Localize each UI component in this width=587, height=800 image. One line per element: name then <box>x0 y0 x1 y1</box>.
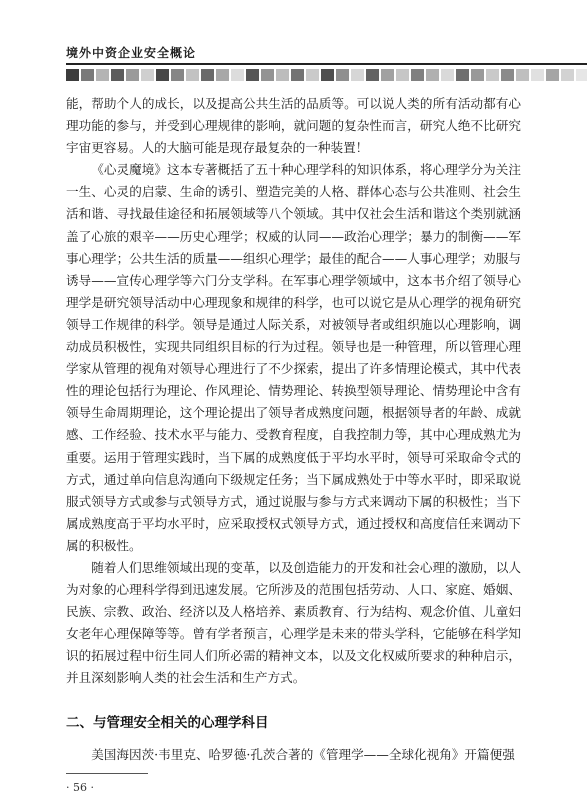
decorative-square <box>186 69 199 81</box>
decorative-square-strip <box>66 69 587 81</box>
decorative-square <box>141 69 154 81</box>
decorative-square <box>531 69 544 81</box>
decorative-square <box>231 69 244 81</box>
decorative-square <box>456 69 469 81</box>
decorative-square <box>336 69 349 81</box>
paragraph: 《心灵魔境》这本专著概括了五十种心理学科的知识体系，将心理学分为关注一生、心灵的启蒙、生命的诱引、塑造完美的人格、群体心态与公共准则、社会生活和谐、寻找最佳途径和拓展领域等八个领域。其中仅社会生活和谐这个类别就涵盖了心旅的艰辛——历史心理学；权威的认同——政治心理学；暴力的制衡——军事心理学；公共生活的质量——组织心理学；最佳的配合——人事心理学；劝服与诱导——宣传心理学等六门分支学科。在军事心理学领域中，这本书介绍了领导心理学是研究领导活动中心理现象和规律的科学，也可以说它是从心理学的视角研究领导工作规律的科学。领导是通过人际关系，对被领导者或组织施以心理影响，调动成员积极性，实现共同组织目标的行为过程。领导也是一种管理，所以管理心理学家从管理的视角对领导心理进行了不少探索，提出了许多情理论模式，其中代表性的理论包括行为理论、作风理论、情势理论、转换型领导理论、情势理论中含有领导生命周期理论，这个理论提出了领导者成熟度问题，根据领导者的年龄、成就感、工作经验、技术水平与能力、受教育程度，自我控制力等，其中心理成熟尤为重要。运用于管理实践时，当下属的成熟度低于平均水平时，领导可采取命令式的方式，通过单向信息沟通向下级规定任务；当下属成熟处于中等水平时，即采取说服式领导方式或参与式领导方式，通过说服与参与方式来调动下属的积极性；当下属成熟度高于平均水平时，应采取授权式领导方式，通过授权和高度信任来调动下属的积极性。 <box>66 162 521 553</box>
decorative-square <box>171 69 184 81</box>
page-number: · 56 · <box>66 781 94 794</box>
running-header <box>0 0 587 95</box>
paragraph: 随着人们思维领域出现的变革，以及创造能力的开发和社会心理的激励，以人为对象的心理科学得到迅速发展。它所涉及的范围包括劳动、人口、家庭、婚姻、民族、宗教、政治、经济以及人格培养、素质教育、行为结构、观念价值、儿童妇女老年心理保障等等。曾有学者预言，心理学是未来的带头学科，它能够在科学知识的拓展过程中衍生同人们所必需的精神文本，以及文化权威所要求的种种启示，并且深刻影响人类的社会生活和生产方式。 <box>66 559 521 686</box>
decorative-square <box>276 69 289 81</box>
decorative-square <box>366 69 379 81</box>
decorative-square <box>381 69 394 81</box>
decorative-square <box>291 69 304 81</box>
decorative-square <box>216 69 229 81</box>
decorative-square <box>81 69 94 81</box>
paragraph: 美国海因茨·韦里克、哈罗德·孔茨合著的《管理学——全球化视角》开篇便强 <box>91 747 515 762</box>
decorative-square <box>246 69 259 81</box>
decorative-square <box>156 69 169 81</box>
book-title: 境外中资企业安全概论 <box>66 46 197 60</box>
decorative-square <box>126 69 139 81</box>
section-heading: 二、与管理安全相关的心理学科目 <box>66 715 269 731</box>
decorative-square <box>486 69 499 81</box>
footer-rule <box>66 773 148 774</box>
decorative-square <box>516 69 529 81</box>
decorative-square <box>66 69 79 81</box>
decorative-square <box>261 69 274 81</box>
decorative-square <box>471 69 484 81</box>
paragraph: 能，帮助个人的成长，以及提高公共生活的品质等。可以说人类的所有活动都有心理功能的参与，并受到心理规律的影响，就问题的复杂性而言，研究人绝不比研究宇宙更容易。人的大脑可能是现存最复杂的一种装置！ <box>66 96 521 156</box>
decorative-square <box>111 69 124 81</box>
decorative-square <box>396 69 409 81</box>
body-text <box>66 93 521 690</box>
decorative-square <box>441 69 454 81</box>
decorative-square <box>561 69 574 81</box>
decorative-square <box>306 69 319 81</box>
decorative-square <box>546 69 559 81</box>
decorative-square <box>426 69 439 81</box>
decorative-square <box>96 69 109 81</box>
decorative-square <box>201 69 214 81</box>
decorative-square <box>501 69 514 81</box>
header-rule <box>66 63 587 65</box>
decorative-square <box>321 69 334 81</box>
decorative-square <box>411 69 424 81</box>
decorative-square <box>351 69 364 81</box>
decorative-square <box>576 69 587 81</box>
